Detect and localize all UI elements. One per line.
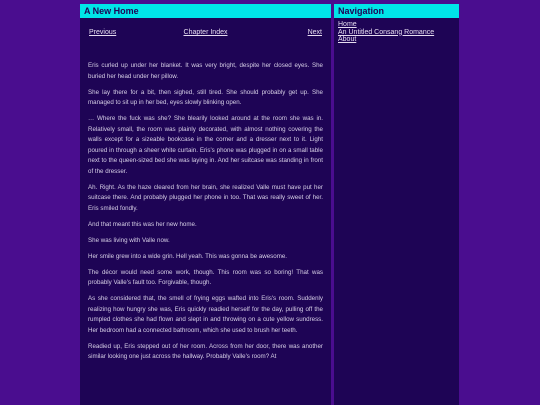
chapter-nav bbox=[89, 29, 322, 41]
paragraph: Eris curled up under her blanket. It was very bright, despite her closed eyes. She buried her head under her pillow. bbox=[88, 62, 323, 80]
chapter-index-link[interactable]: Chapter Index bbox=[183, 29, 228, 36]
paragraph: She was living with Valle now. bbox=[88, 236, 170, 244]
home-link[interactable]: Home bbox=[338, 21, 357, 28]
paragraph: She lay there for a bit, then sighed, still tired. She should probably get up. She managed to sit up in her bed, eyes slowly blinking open. bbox=[88, 88, 323, 106]
paragraph: Readied up, Eris stepped out of her room. Across from her door, there was another similar looking one just across the hallway. Probably Valle's room? At bbox=[88, 342, 323, 360]
paragraph: … Where the fuck was she? She blearily looked around at the room she was in. Relatively small, the room was plainly decorated, with almost nothing covering the walls except for a sizeable bookcase in the corner and a dresser next to it. Light poured in through a sheer white curtain. Eris's phone was plugged in on a small table next to the queen-sized bed she was laying in. And her suitcase was standing in front of the dresser. bbox=[88, 115, 323, 175]
paragraph: As she considered that, the smell of frying eggs wafted into Eris's room. Suddenly realizing how hungry she was, Eris quickly readied herself for the day, pulling off the rumpled clothes she had flown and slept in and throwing on a cute yellow sundress. Her bedroom had a connected bathroom, which she used to brush her teeth. bbox=[88, 295, 323, 334]
sidebar-links bbox=[334, 18, 459, 44]
sidebar-title: Navigation bbox=[334, 4, 459, 18]
next-link[interactable]: Next bbox=[307, 29, 322, 36]
chapter-title: A New Home bbox=[80, 4, 331, 18]
paragraph: Her smile grew into a wide grin. Hell yeah. This was gonna be awesome. bbox=[88, 252, 288, 260]
paragraph: The décor would need some work, though. This room was so boring! That was probably Valle's fault too. Forgivable, though. bbox=[88, 268, 323, 286]
sidebar bbox=[334, 4, 459, 405]
paragraph: And that meant this was her new home. bbox=[88, 220, 197, 228]
paragraph: Ah. Right. As the haze cleared from her brain, she realized Valle must have put her suitcase there. And probably plugged her phone in too. That was really sweet of her. Eris smiled fondly. bbox=[88, 183, 323, 212]
main-column bbox=[80, 4, 331, 405]
previous-link[interactable]: Previous bbox=[89, 29, 117, 36]
story-text bbox=[88, 61, 323, 363]
story-link[interactable]: An Untitled Consang Romance bbox=[338, 28, 435, 36]
about-link[interactable]: About bbox=[338, 36, 357, 43]
